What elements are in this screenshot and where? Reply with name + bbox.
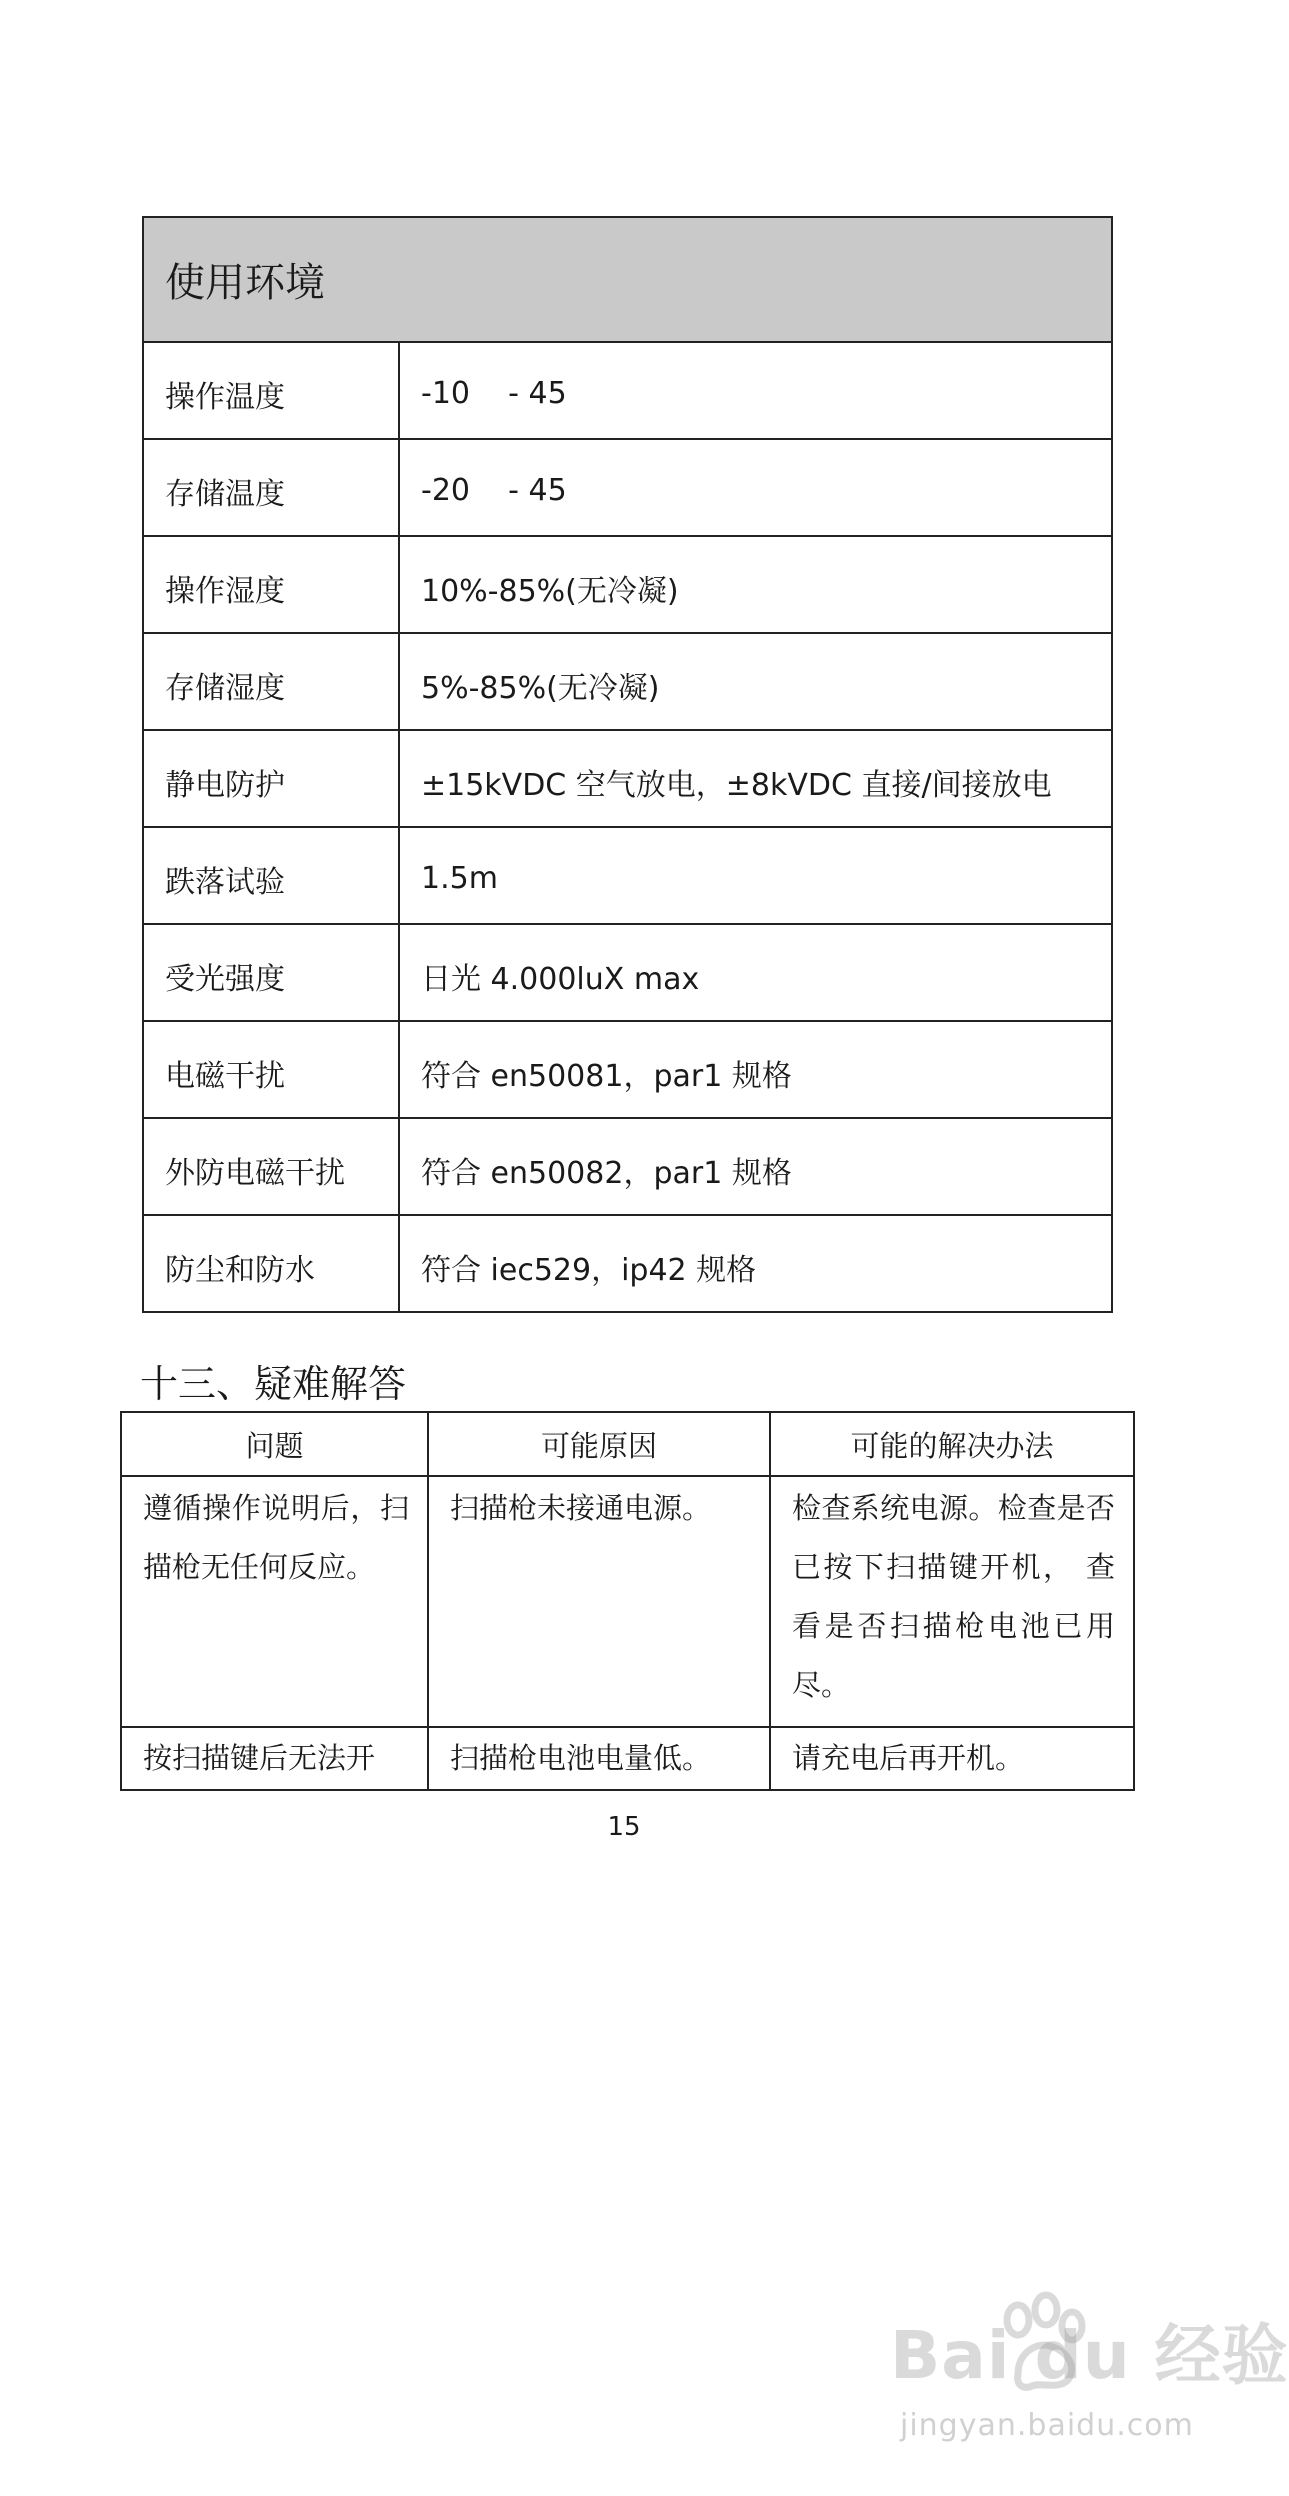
page-number: 15 [607, 1812, 641, 1842]
env-value: 1.5m [399, 827, 1112, 924]
environment-table-title: 使用环境 [143, 217, 1112, 342]
troubleshooting-table [120, 1411, 1135, 1791]
table-row [143, 439, 1112, 536]
environment-table [142, 216, 1113, 1313]
env-value: ±15kVDC 空气放电，±8kVDC 直接/间接放电 [399, 730, 1112, 827]
table-row [143, 730, 1112, 827]
env-label: 防尘和防水 [143, 1215, 399, 1312]
column-header-cause: 可能原因 [428, 1412, 770, 1476]
table-row [143, 1021, 1112, 1118]
env-label: 受光强度 [143, 924, 399, 1021]
env-value: -20 - 45 [399, 439, 1112, 536]
table-row [143, 924, 1112, 1021]
env-value: 符合 en50082，par1 规格 [399, 1118, 1112, 1215]
table-row [121, 1727, 1134, 1790]
env-label: 电磁干扰 [143, 1021, 399, 1118]
table-row [143, 342, 1112, 439]
env-label: 跌落试验 [143, 827, 399, 924]
section-title: 十三、疑难解答 [140, 1362, 407, 1406]
watermark-url: jingyan.baidu.com [900, 2408, 1194, 2443]
env-label: 存储湿度 [143, 633, 399, 730]
faq-solution: 请充电后再开机。 [770, 1727, 1134, 1790]
env-value: 5%-85%(无冷凝) [399, 633, 1112, 730]
env-value: 10%-85%(无冷凝) [399, 536, 1112, 633]
table-row [143, 827, 1112, 924]
env-value: 符合 en50081，par1 规格 [399, 1021, 1112, 1118]
table-row [143, 536, 1112, 633]
faq-problem: 按扫描键后无法开 [121, 1727, 428, 1790]
faq-solution: 检查系统电源。检查是否已按下扫描键开机， 查看是否扫描枪电池已用尽。 [770, 1476, 1134, 1727]
env-label: 静电防护 [143, 730, 399, 827]
env-value: 日光 4.000luX max [399, 924, 1112, 1021]
env-label: 操作湿度 [143, 536, 399, 633]
env-label: 操作温度 [143, 342, 399, 439]
column-header-solution: 可能的解决办法 [770, 1412, 1134, 1476]
table-row [121, 1476, 1134, 1727]
faq-problem: 遵循操作说明后，扫描枪无任何反应。 [121, 1476, 428, 1727]
watermark [880, 2290, 1289, 2470]
env-value: -10 - 45 [399, 342, 1112, 439]
env-label: 存储温度 [143, 439, 399, 536]
watermark-brand: Bai du 经验 [890, 2317, 1289, 2394]
table-row [143, 1215, 1112, 1312]
table-row [143, 1118, 1112, 1215]
faq-cause: 扫描枪未接通电源。 [428, 1476, 770, 1727]
env-value: 符合 iec529，ip42 规格 [399, 1215, 1112, 1312]
column-header-problem: 问题 [121, 1412, 428, 1476]
faq-cause: 扫描枪电池电量低。 [428, 1727, 770, 1790]
table-row [143, 633, 1112, 730]
table-header-row [121, 1412, 1134, 1476]
env-label: 外防电磁干扰 [143, 1118, 399, 1215]
